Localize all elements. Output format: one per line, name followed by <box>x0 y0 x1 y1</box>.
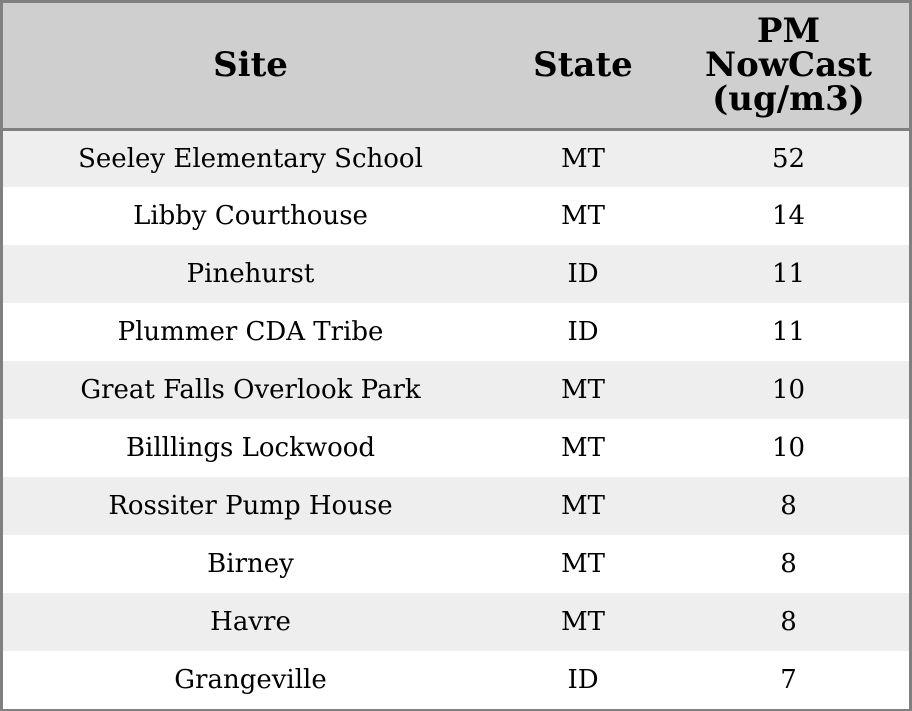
cell-site: Grangeville <box>174 665 327 695</box>
cell-site: Libby Courthouse <box>133 201 368 231</box>
table-row <box>3 651 909 709</box>
cell-state: ID <box>567 665 599 695</box>
cell-pm-value: 7 <box>780 665 797 695</box>
cell-pm-value: 14 <box>771 201 806 231</box>
cell-state: ID <box>567 317 599 347</box>
cell-state: MT <box>561 143 605 174</box>
cell-state: MT <box>561 491 605 521</box>
cell-pm-value: 10 <box>771 433 806 463</box>
column-header-site: Site <box>3 3 498 129</box>
cell-site: Great Falls Overlook Park <box>80 375 421 405</box>
cell-site: Plummer CDA Tribe <box>117 317 384 347</box>
table-row <box>3 419 909 477</box>
table-row <box>3 593 909 651</box>
table-row <box>3 245 909 303</box>
column-header-pm-line2: NowCast <box>705 45 872 86</box>
table-row <box>3 129 909 187</box>
table-row <box>3 303 909 361</box>
cell-state: ID <box>567 259 599 289</box>
cell-pm-value: 10 <box>771 375 806 405</box>
column-header-pm-nowcast <box>668 3 909 129</box>
cell-site: Billlings Lockwood <box>125 433 376 463</box>
cell-state: MT <box>561 375 605 405</box>
cell-pm-value: 8 <box>780 607 797 637</box>
column-header-state: State <box>498 3 668 129</box>
cell-state: MT <box>561 607 605 637</box>
table-row <box>3 187 909 245</box>
cell-site: Pinehurst <box>186 259 315 289</box>
cell-site: Rossiter Pump House <box>108 491 393 521</box>
table-body <box>3 129 909 709</box>
cell-state: MT <box>561 549 605 579</box>
cell-pm-value: 11 <box>771 317 806 347</box>
cell-pm-value: 11 <box>771 259 806 289</box>
column-header-pm-line3: (ug/m3) <box>712 79 865 120</box>
cell-site: Birney <box>207 549 294 579</box>
table-row <box>3 477 909 535</box>
column-header-pm-line1: PM <box>756 11 821 52</box>
cell-site: Seeley Elementary School <box>78 143 423 174</box>
table-header <box>3 3 909 129</box>
cell-state: MT <box>561 433 605 463</box>
table-row <box>3 361 909 419</box>
cell-pm-value: 8 <box>780 491 797 521</box>
cell-state: MT <box>561 201 605 231</box>
pm-nowcast-table <box>3 3 909 709</box>
cell-site: Havre <box>210 607 291 637</box>
cell-pm-value: 52 <box>771 143 806 174</box>
cell-pm-value: 8 <box>780 549 797 579</box>
header-row <box>3 3 909 129</box>
table-row <box>3 535 909 593</box>
